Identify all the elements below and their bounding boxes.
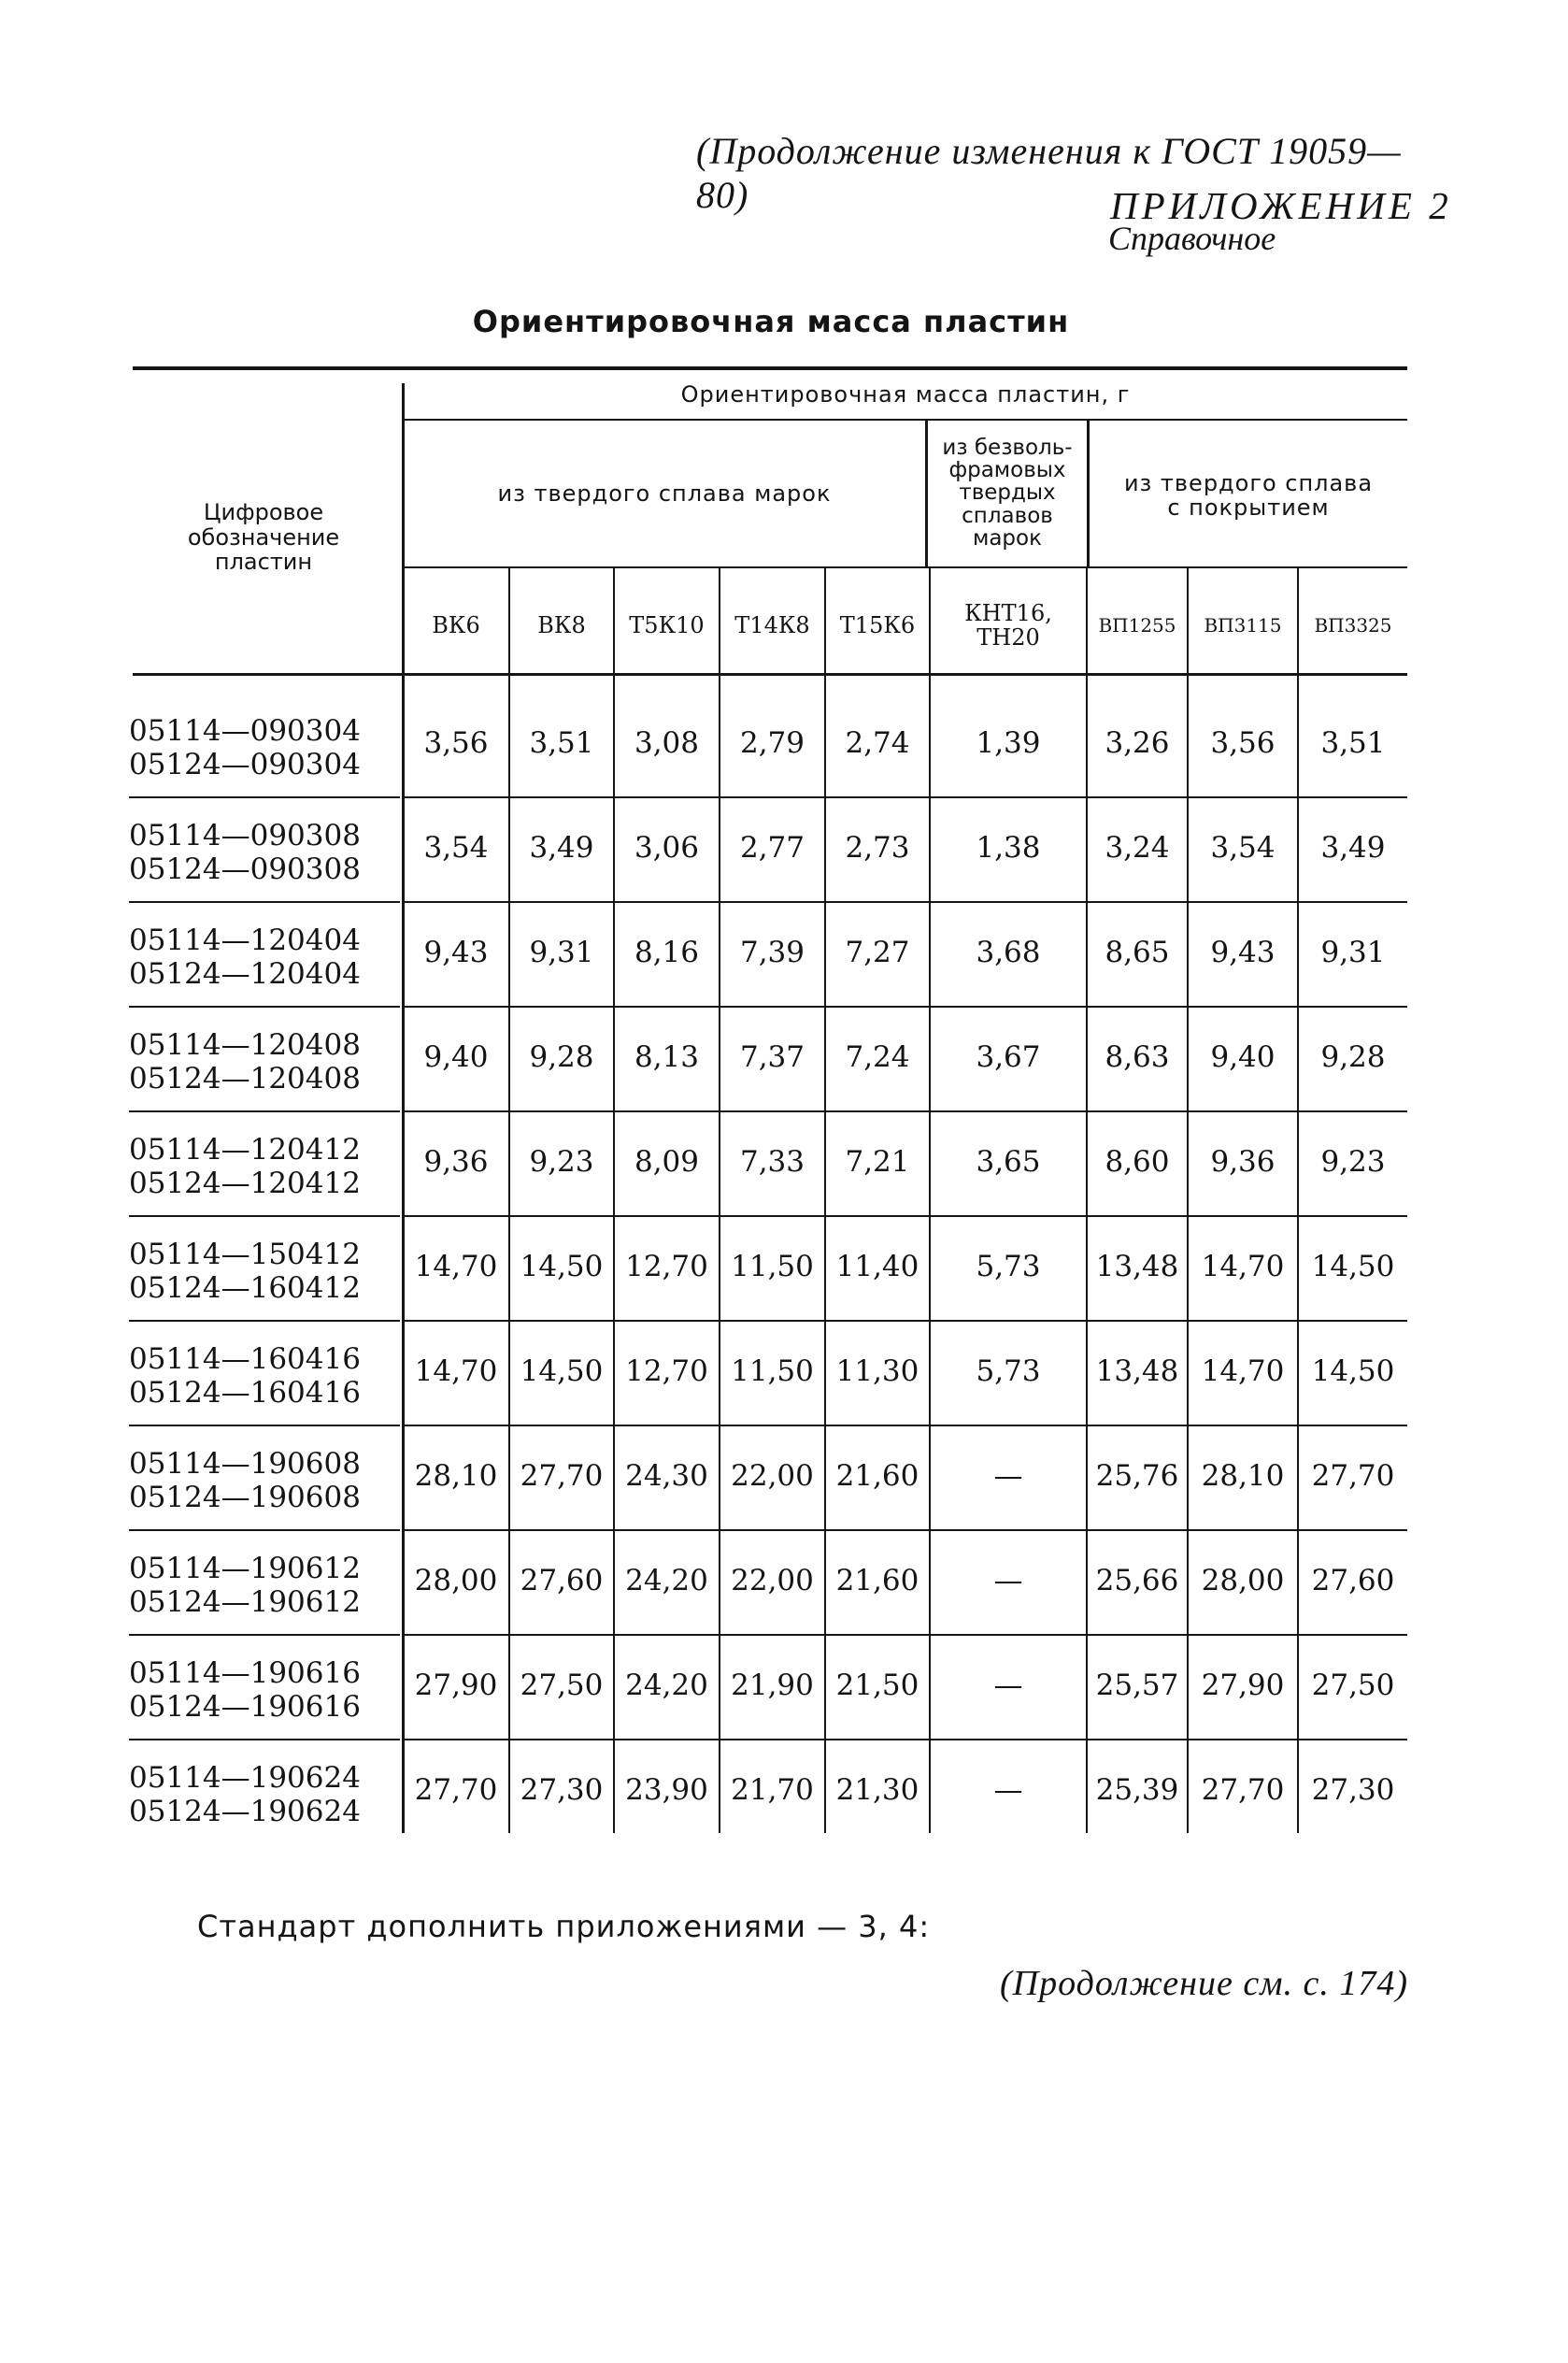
mass-value-t5k10: 24,20 (625, 1564, 708, 1597)
designation-code: 05124—090304 (129, 748, 361, 781)
mass-value-vp1255: 3,26 (1105, 726, 1170, 760)
mass-value-t14k8: 2,77 (739, 831, 805, 865)
table-row (0, 1112, 1568, 1217)
mass-value-vp1255: 25,57 (1095, 1668, 1179, 1702)
mass-value-t5k10: 8,13 (634, 1040, 700, 1074)
mass-value-vk8: 3,49 (529, 831, 594, 865)
mass-value-vk8: 14,50 (520, 1354, 604, 1388)
designation-code: 05114—120412 (129, 1133, 361, 1167)
mass-value-vp3115: 9,36 (1210, 1145, 1276, 1179)
table-row (0, 1322, 1568, 1426)
mass-group-header: Ориентировочная масса пластин, г (680, 380, 1131, 408)
tungsten-free-header-line: твердых (959, 480, 1056, 506)
mass-value-vp3325: 27,70 (1311, 1459, 1395, 1493)
designation-cell (129, 714, 400, 781)
mass-value-knt16-tn20: 5,73 (976, 1354, 1041, 1388)
mass-value-t15k6: 21,50 (835, 1668, 919, 1702)
mass-value-vp3115: 9,43 (1210, 936, 1276, 969)
mass-value-vp3115: 14,70 (1201, 1354, 1285, 1388)
header-group-rule (402, 419, 1407, 421)
mass-value-vk8: 9,23 (529, 1145, 594, 1179)
table-row (0, 1531, 1568, 1636)
table-row (0, 694, 1568, 798)
coated-alloy-header (1090, 458, 1407, 533)
table-row (0, 1740, 1568, 1834)
mass-value-t15k6: 11,40 (835, 1250, 919, 1283)
appendix-title: ПРИЛОЖЕНИЕ 2 (1110, 184, 1452, 227)
mass-value-vp3115: 3,54 (1210, 831, 1276, 865)
table-row (0, 1008, 1568, 1112)
mass-value-vp3325: 27,30 (1311, 1773, 1395, 1807)
designation-header-line: обозначение (187, 523, 340, 551)
mass-value-t15k6: 7,21 (845, 1145, 910, 1179)
brand-header-t15k6: Т15К6 (839, 612, 916, 638)
mass-value-vp1255: 3,24 (1105, 831, 1170, 865)
designation-code: 05114—190608 (129, 1447, 361, 1481)
designation-cell (129, 1656, 400, 1724)
mass-value-vk8: 27,30 (520, 1773, 604, 1807)
designation-cell (129, 1133, 400, 1200)
tungsten-free-header-line: из безволь- (942, 436, 1073, 461)
mass-value-t5k10: 12,70 (625, 1354, 708, 1388)
continuation-footer: (Продолжение см. с. 174) (1000, 1964, 1409, 2003)
mass-value-t14k8: 7,37 (739, 1040, 805, 1074)
designation-code: 05114—190624 (129, 1761, 361, 1795)
designation-cell (129, 1761, 400, 1828)
designation-code: 05114—120404 (129, 924, 361, 957)
mass-value-vk8: 27,60 (520, 1564, 604, 1597)
mass-value-vp3325: 9,28 (1320, 1040, 1386, 1074)
brand-header-t5k10: Т5К10 (629, 612, 705, 638)
tungsten-free-header-line: сплавов (962, 503, 1053, 528)
designation-code: 05114—190612 (129, 1552, 361, 1585)
mass-value-t14k8: 11,50 (731, 1354, 814, 1388)
mass-value-knt16-tn20: — (993, 1773, 1023, 1807)
mass-value-vp1255: 13,48 (1095, 1250, 1179, 1283)
mass-value-vp3115: 27,70 (1201, 1773, 1285, 1807)
mass-value-vk6: 27,70 (414, 1773, 498, 1807)
designation-code: 05114—160416 (129, 1342, 361, 1376)
mass-value-t15k6: 21,30 (835, 1773, 919, 1807)
mass-value-vp3325: 9,31 (1320, 936, 1386, 969)
designation-code: 05114—120408 (129, 1028, 361, 1062)
table-row (0, 1636, 1568, 1740)
designation-code: 05124—190612 (129, 1585, 361, 1619)
mass-value-vk6: 14,70 (414, 1354, 498, 1388)
mass-value-vk8: 14,50 (520, 1250, 604, 1283)
mass-value-vp1255: 13,48 (1095, 1354, 1179, 1388)
brand-header-vp1255: ВП1255 (1098, 614, 1176, 637)
mass-value-knt16-tn20: — (993, 1459, 1023, 1493)
mass-value-vp1255: 8,60 (1105, 1145, 1170, 1179)
designation-code: 05114—090304 (129, 714, 361, 748)
mass-value-t14k8: 11,50 (731, 1250, 814, 1283)
mass-value-t15k6: 2,73 (845, 831, 910, 865)
mass-value-vk6: 28,00 (414, 1564, 498, 1597)
brand-header-vp3115: ВП3115 (1204, 614, 1282, 637)
brand-header-vk6: ВК6 (432, 612, 480, 638)
mass-value-vp3325: 14,50 (1311, 1354, 1395, 1388)
mass-value-t14k8: 22,00 (731, 1459, 814, 1493)
mass-value-vk6: 14,70 (414, 1250, 498, 1283)
mass-value-vk6: 3,56 (423, 726, 489, 760)
mass-value-t14k8: 21,70 (731, 1773, 814, 1807)
mass-value-vp1255: 25,76 (1095, 1459, 1179, 1493)
designation-code: 05124—190624 (129, 1795, 361, 1828)
brand-header-vk8: ВК8 (537, 612, 586, 638)
mass-value-vp3115: 3,56 (1210, 726, 1276, 760)
tungsten-free-header-line: фрамовых (948, 458, 1066, 483)
designation-cell (129, 1447, 400, 1514)
supplement-text: Стандарт дополнить приложениями — 3, 4: (197, 1909, 931, 1944)
designation-header (129, 494, 398, 581)
mass-value-vp3115: 28,00 (1201, 1564, 1285, 1597)
mass-value-knt16-tn20: — (993, 1668, 1023, 1702)
brand-header-knt16-tn20: КНТ16, ТН20 (964, 600, 1052, 651)
mass-value-vp1255: 25,39 (1095, 1773, 1179, 1807)
coated-alloy-header-line: с покрытием (1167, 494, 1330, 521)
header-bottom-rule (133, 673, 1407, 676)
table-row (0, 1217, 1568, 1322)
mass-value-t5k10: 3,08 (634, 726, 700, 760)
tungsten-free-header-line: марок (972, 525, 1042, 551)
mass-value-vp3325: 3,49 (1320, 831, 1386, 865)
mass-value-vk8: 27,70 (520, 1459, 604, 1493)
mass-value-vk6: 27,90 (414, 1668, 498, 1702)
tungsten-free-header (928, 425, 1087, 561)
mass-value-vk6: 9,43 (423, 936, 489, 969)
mass-value-knt16-tn20: 5,73 (976, 1250, 1041, 1283)
mass-value-vp3325: 27,50 (1311, 1668, 1395, 1702)
continuation-header: (Продолжение изменения к ГОСТ 19059—80) (696, 130, 1402, 216)
mass-value-t5k10: 3,06 (634, 831, 700, 865)
table-title: Ориентировочная масса пластин (472, 304, 1070, 339)
designation-code: 05124—120404 (129, 957, 361, 991)
hard-alloy-header: из твердого сплава марок (497, 480, 832, 507)
table-top-rule (133, 366, 1407, 370)
mass-value-t14k8: 2,79 (739, 726, 805, 760)
designation-header-line: пластин (214, 549, 313, 576)
mass-value-t15k6: 21,60 (835, 1564, 919, 1597)
designation-code: 05124—120412 (129, 1167, 361, 1200)
designation-cell (129, 924, 400, 991)
mass-value-t14k8: 22,00 (731, 1564, 814, 1597)
mass-value-knt16-tn20: 3,65 (976, 1145, 1041, 1179)
mass-value-vk8: 9,28 (529, 1040, 594, 1074)
mass-value-t15k6: 7,24 (845, 1040, 910, 1074)
mass-value-vp3325: 3,51 (1320, 726, 1386, 760)
mass-value-t15k6: 2,74 (845, 726, 910, 760)
designation-cell (129, 1342, 400, 1410)
mass-value-t5k10: 8,16 (634, 936, 700, 969)
designation-code: 05124—190608 (129, 1481, 361, 1514)
mass-value-vp3115: 9,40 (1210, 1040, 1276, 1074)
designation-cell (129, 1238, 400, 1305)
mass-value-vp3325: 14,50 (1311, 1250, 1395, 1283)
table-row (0, 1426, 1568, 1531)
designation-cell (129, 819, 400, 886)
table-row (0, 903, 1568, 1008)
designation-code: 05124—120408 (129, 1062, 361, 1096)
mass-value-vp1255: 8,63 (1105, 1040, 1170, 1074)
mass-value-vk8: 27,50 (520, 1668, 604, 1702)
coated-alloy-header-line: из твердого сплава (1123, 469, 1374, 496)
mass-value-vk6: 3,54 (423, 831, 489, 865)
designation-code: 05124—190616 (129, 1690, 361, 1724)
designation-code: 05114—090308 (129, 819, 361, 852)
brand-header-t14k8: Т14К8 (734, 612, 810, 638)
mass-value-vp3325: 9,23 (1320, 1145, 1386, 1179)
mass-value-vk6: 28,10 (414, 1459, 498, 1493)
mass-value-vp3115: 14,70 (1201, 1250, 1285, 1283)
mass-value-vk8: 3,51 (529, 726, 594, 760)
designation-code: 05124—160412 (129, 1271, 361, 1305)
table-row (0, 798, 1568, 903)
mass-value-t14k8: 7,33 (739, 1145, 805, 1179)
mass-value-vp1255: 8,65 (1105, 936, 1170, 969)
designation-cell (129, 1552, 400, 1619)
mass-value-t15k6: 7,27 (845, 936, 910, 969)
mass-value-vp3115: 28,10 (1201, 1459, 1285, 1493)
mass-value-vk6: 9,36 (423, 1145, 489, 1179)
mass-value-t15k6: 11,30 (835, 1354, 919, 1388)
appendix-type: Справочное (1108, 220, 1276, 257)
mass-value-vk6: 9,40 (423, 1040, 489, 1074)
mass-value-t14k8: 21,90 (731, 1668, 814, 1702)
mass-value-knt16-tn20: 3,68 (976, 936, 1041, 969)
designation-code: 05124—160416 (129, 1376, 361, 1410)
mass-value-t15k6: 21,60 (835, 1459, 919, 1493)
mass-value-t5k10: 8,09 (634, 1145, 700, 1179)
mass-value-t5k10: 24,20 (625, 1668, 708, 1702)
mass-value-vk8: 9,31 (529, 936, 594, 969)
designation-code: 05114—150412 (129, 1238, 361, 1271)
designation-code: 05114—190616 (129, 1656, 361, 1690)
mass-value-knt16-tn20: 1,38 (976, 831, 1041, 865)
mass-value-knt16-tn20: — (993, 1564, 1023, 1597)
mass-value-vp3115: 27,90 (1201, 1668, 1285, 1702)
mass-value-t14k8: 7,39 (739, 936, 805, 969)
designation-cell (129, 1028, 400, 1096)
mass-value-t5k10: 23,90 (625, 1773, 708, 1807)
mass-value-t5k10: 24,30 (625, 1459, 708, 1493)
header-subgroup-rule (404, 566, 1407, 568)
brand-header-vp3325: ВП3325 (1314, 614, 1392, 637)
mass-value-knt16-tn20: 3,67 (976, 1040, 1041, 1074)
mass-value-vp3325: 27,60 (1311, 1564, 1395, 1597)
designation-code: 05124—090308 (129, 852, 361, 886)
mass-value-knt16-tn20: 1,39 (976, 726, 1041, 760)
mass-value-t5k10: 12,70 (625, 1250, 708, 1283)
mass-value-vp1255: 25,66 (1095, 1564, 1179, 1597)
designation-header-line: Цифровое (203, 499, 324, 526)
